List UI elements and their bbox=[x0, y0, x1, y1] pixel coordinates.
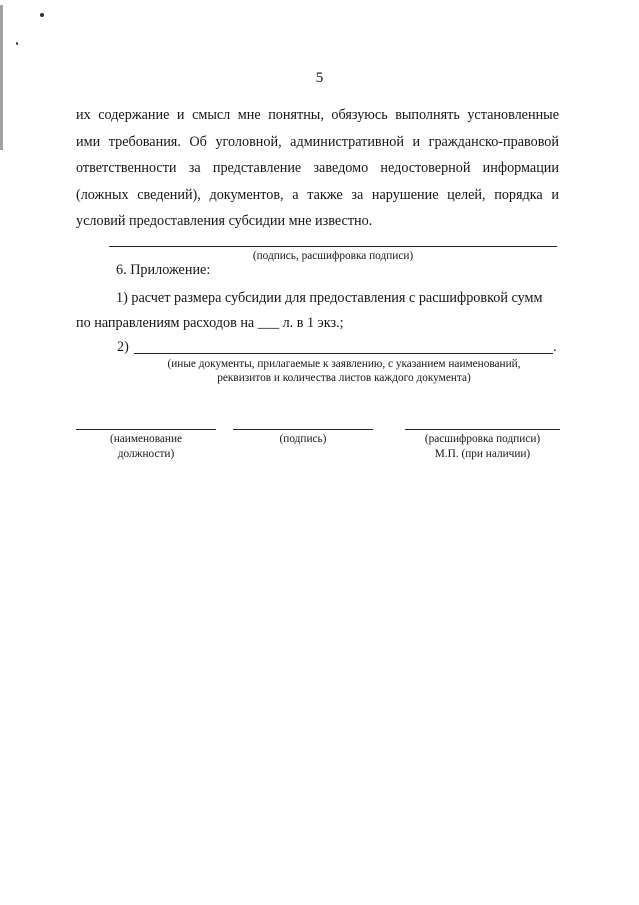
appendix-heading: 6. Приложение: bbox=[116, 262, 211, 278]
statement-line: ответственности за представление заведомо недостоверной информации bbox=[76, 160, 559, 177]
appendix-item-2-caption-2: реквизитов и количества листов каждого документа) bbox=[217, 372, 471, 384]
appendix-item-2-period: . bbox=[553, 339, 557, 355]
position-caption-2: должности) bbox=[117, 448, 175, 460]
statement-line: (ложных сведений), документов, а также за нарушение целей, порядка и bbox=[76, 186, 559, 203]
signature-line[interactable] bbox=[109, 246, 557, 247]
position-line[interactable] bbox=[76, 429, 216, 430]
statement-line: условий предоставления субсидии мне известно. bbox=[76, 213, 373, 230]
statement-line: их содержание и смысл мне понятны, обязуюсь выполнять установленные bbox=[76, 107, 559, 123]
signature-field-caption: (подпись) bbox=[279, 433, 327, 445]
signature-caption: (подпись, расшифровка подписи) bbox=[252, 250, 414, 262]
statement-paragraph bbox=[76, 102, 559, 235]
scan-speck bbox=[40, 13, 44, 17]
appendix-item-2-label: 2) bbox=[117, 339, 129, 355]
appendix-item-1: 1) расчет размера субсидии для предоставления с расшифровкой сумм bbox=[116, 290, 543, 306]
decoding-caption: (расшифровка подписи) bbox=[424, 433, 541, 445]
signature-field-line[interactable] bbox=[233, 429, 373, 430]
page-number: 5 bbox=[315, 70, 324, 86]
appendix-item-2-line[interactable] bbox=[134, 353, 553, 354]
scan-speck bbox=[16, 42, 18, 45]
decoding-line[interactable] bbox=[405, 429, 560, 430]
appendix-item-2-caption-1: (иные документы, прилагаемые к заявлению, с указанием наименований, bbox=[167, 358, 521, 370]
appendix-item-1-cont: по направлениям расходов на ___ л. в 1 экз.; bbox=[76, 315, 344, 331]
statement-line: ими требования. Об уголовной, административной и гражданско-правовой bbox=[76, 133, 559, 150]
position-caption-1: (наименование bbox=[109, 433, 183, 445]
stamp-caption: М.П. (при наличии) bbox=[434, 448, 531, 460]
